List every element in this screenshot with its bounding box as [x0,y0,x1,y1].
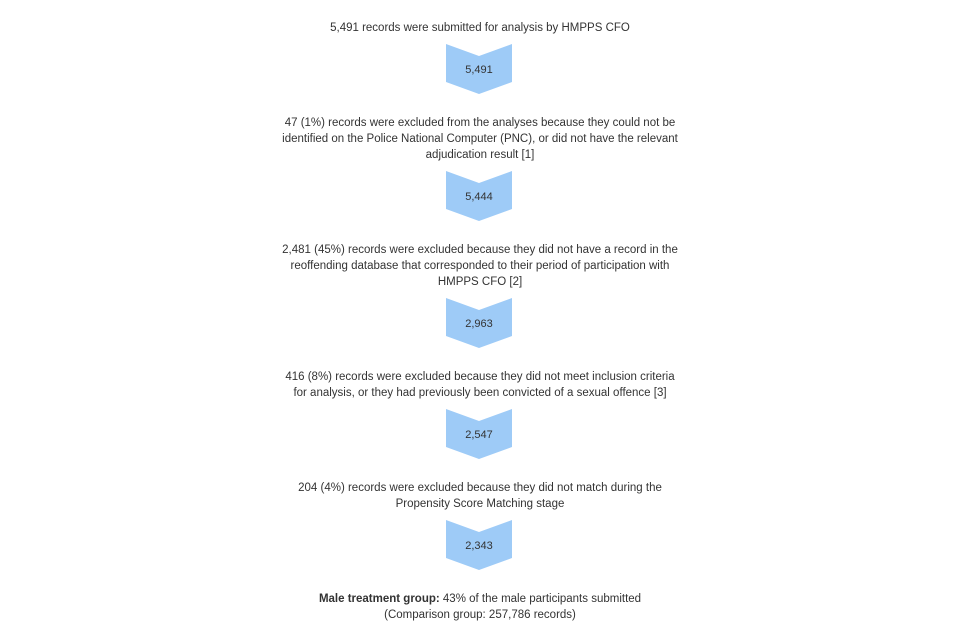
final-result [280,591,680,623]
step-4-count: 2,547 [465,429,493,441]
final-result-line [280,591,680,607]
step-1-text: 5,491 records were submitted for analysis by HMPPS CFO [330,22,630,34]
step-3-arrow [446,298,512,348]
step-5-count: 2,343 [465,540,493,552]
step-4-text: 416 (8%) records were excluded because they did not meet inclusion criteria for analysis, or they had previously been convicted of a sexual offence [3] [285,371,675,399]
step-1-arrow [446,44,512,94]
step-3-text: 2,481 (45%) records were excluded because they did not have a record in the reoffending database that corresponded to their period of participation with HMPPS CFO [2] [282,244,678,288]
final-result-label: Male treatment group: [318,593,440,605]
final-result-text: 43% of the male participants submitted [439,593,642,605]
comparison-group-text: (Comparison group: 257,786 records) [384,609,576,621]
step-2-arrow [446,171,512,221]
step-4-arrow [446,409,512,459]
step-1-count: 5,491 [465,64,493,76]
step-5-text: 204 (4%) records were excluded because they did not match during the Propensity Score Matching stage [298,482,662,510]
step-5-arrow [446,520,512,570]
step-3-count: 2,963 [465,318,493,330]
step-2-text: 47 (1%) records were excluded from the analyses because they could not be identified on the Police National Computer (PNC), or did not have the relevant adjudication result [1] [282,117,678,161]
step-2-count: 5,444 [465,191,493,203]
